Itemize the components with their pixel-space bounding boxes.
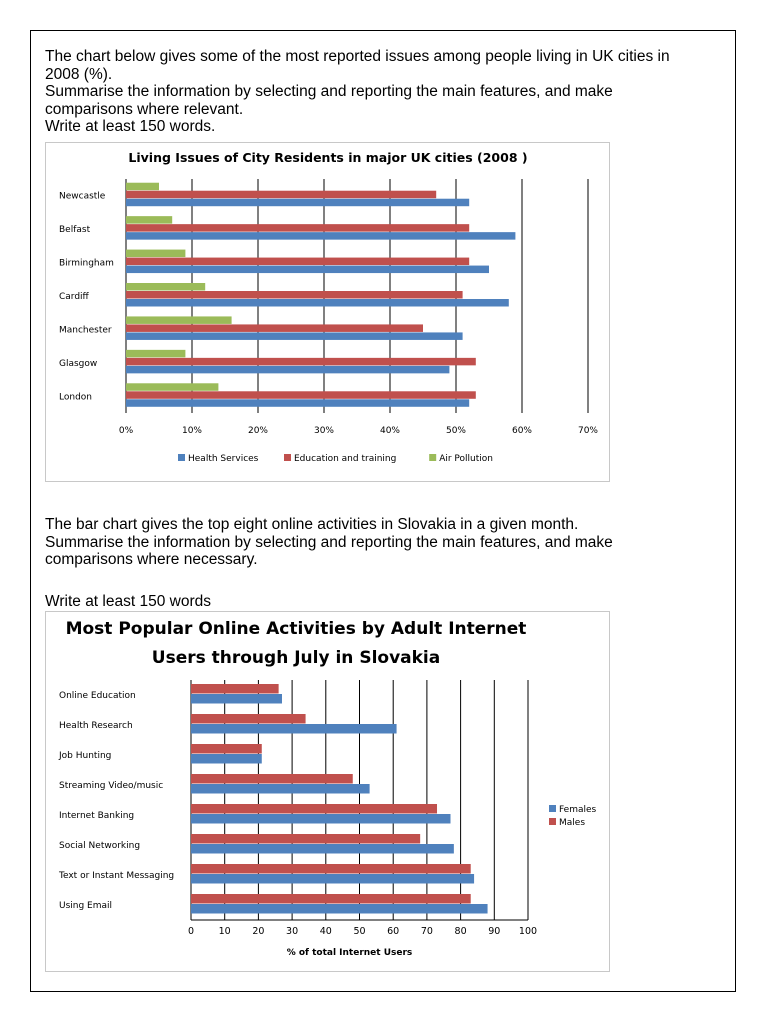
chart1-category-label: Newcastle (59, 191, 106, 202)
chart2-bar (191, 754, 262, 764)
chart1-bar (126, 332, 463, 340)
chart1-category-label: Glasgow (59, 358, 98, 369)
chart1-legend-label: Education and training (294, 454, 397, 464)
chart2-bar (191, 844, 454, 854)
chart1-category-label: Manchester (59, 325, 112, 336)
chart1-xtick-label: 0% (118, 426, 134, 436)
chart2-xtick-label: 20 (252, 926, 265, 937)
chart1-bar (126, 324, 423, 332)
chart2-bar (191, 874, 474, 884)
chart2-svg (46, 612, 609, 971)
chart1-bar (126, 299, 509, 307)
chart2-legend-swatch (549, 805, 556, 812)
prompt-line: 2008 (%). (45, 65, 113, 83)
chart1-legend-swatch (178, 454, 185, 461)
chart2-category-label: Health Research (59, 721, 133, 731)
prompt-line: Summarise the information by selecting and reporting the main features, and make (45, 83, 613, 100)
chart2-bar (191, 784, 370, 794)
chart2-bar (191, 694, 282, 704)
chart2-category-label: Text or Instant Messaging (59, 871, 175, 881)
chart2-category-label: Streaming Video/music (59, 781, 164, 791)
chart2-legend-label: Males (559, 818, 586, 828)
task1-prompt (45, 48, 725, 136)
chart1-bar (126, 250, 185, 257)
chart1-bar (126, 283, 205, 291)
chart1-legend-swatch (429, 454, 436, 461)
chart1-bar (126, 191, 436, 199)
chart2-xtick-label: 80 (454, 926, 467, 937)
chart2-xtick-label: 0 (187, 926, 195, 937)
chart1-bar (126, 316, 232, 324)
chart2-category-label: Using Email (59, 901, 113, 911)
chart2-bar (191, 744, 262, 754)
task2-prompt (45, 516, 725, 569)
chart2-container (45, 611, 610, 972)
prompt-line: comparisons where relevant. (45, 100, 244, 118)
chart1-xtick-label: 70% (577, 426, 599, 436)
chart1-bar (126, 383, 218, 391)
chart2-bar (191, 904, 488, 914)
chart2-title-line2: Users through July in Slovakia (151, 648, 441, 668)
chart2-bar (191, 894, 471, 904)
chart2-bar (191, 724, 397, 734)
chart2-xtick-label: 100 (518, 926, 538, 937)
task2-footer: Write at least 150 words (45, 593, 211, 610)
chart1-bar (126, 358, 476, 366)
chart2-category-label: Online Education (59, 691, 136, 701)
chart2-x-axis-label: % of total Internet Users (286, 948, 413, 958)
chart1-bar (126, 258, 469, 266)
chart2-bar (191, 864, 471, 874)
chart1-container (45, 142, 610, 482)
chart1-bar (126, 216, 172, 224)
chart1-title: Living Issues of City Residents in major UK cities (2008 ) (128, 150, 528, 165)
prompt-line: The bar chart gives the top eight online activities in Slovakia in a given month. (45, 516, 579, 533)
chart2-category-label: Social Networking (59, 841, 141, 851)
chart1-bar (126, 266, 489, 274)
prompt-line: comparisons where necessary. (45, 551, 258, 568)
chart1-bar (126, 291, 463, 299)
chart1-svg (46, 143, 609, 481)
chart2-title-line1: Most Popular Online Activities by Adult Internet (65, 619, 527, 639)
chart1-bar (126, 224, 469, 232)
chart2-xtick-label: 70 (420, 926, 433, 937)
prompt-line: Write at least 150 words. (45, 118, 216, 135)
chart1-bar (126, 399, 469, 407)
prompt-line: The chart below gives some of the most reported issues among people living in UK cities in (45, 48, 670, 65)
chart2-legend-swatch (549, 818, 556, 825)
chart1-category-label: Belfast (59, 225, 91, 236)
chart2-bar (191, 804, 437, 814)
chart2-bar (191, 774, 353, 784)
chart1-legend-swatch (284, 454, 291, 461)
chart2-xtick-label: 30 (286, 926, 299, 937)
chart1-category-label: London (59, 392, 92, 403)
chart1-category-label: Birmingham (59, 258, 114, 269)
chart2-category-label: Internet Banking (59, 811, 135, 821)
chart2-xtick-label: 90 (488, 926, 501, 937)
chart1-category-label: Cardiff (59, 292, 89, 302)
chart1-bar (126, 183, 159, 191)
chart2-xtick-label: 10 (218, 926, 231, 937)
chart1-xtick-label: 50% (445, 426, 467, 436)
chart1-xtick-label: 40% (379, 426, 401, 436)
chart2-xtick-label: 50 (353, 926, 366, 937)
chart2-legend-label: Females (559, 805, 597, 815)
chart2-bar (191, 834, 420, 844)
chart2-xtick-label: 60 (387, 926, 400, 937)
chart2-xtick-label: 40 (319, 926, 332, 937)
prompt-line: Summarise the information by selecting and reporting the main features, and make (45, 533, 613, 551)
chart1-bar (126, 350, 185, 358)
chart1-xtick-label: 60% (511, 426, 533, 436)
chart1-xtick-label: 20% (247, 426, 269, 436)
chart2-category-label: Job Hunting (59, 751, 112, 761)
chart2-bar (191, 684, 279, 694)
chart2-bar (191, 714, 306, 724)
chart1-xtick-label: 10% (181, 426, 203, 436)
chart2-bar (191, 814, 450, 824)
chart1-bar (126, 232, 515, 240)
chart1-legend-label: Health Services (188, 454, 259, 464)
chart1-bar (126, 391, 476, 399)
chart1-bar (126, 366, 449, 374)
chart1-xtick-label: 30% (313, 426, 335, 436)
chart1-legend-label: Air Pollution (439, 454, 493, 464)
chart1-bar (126, 199, 469, 207)
